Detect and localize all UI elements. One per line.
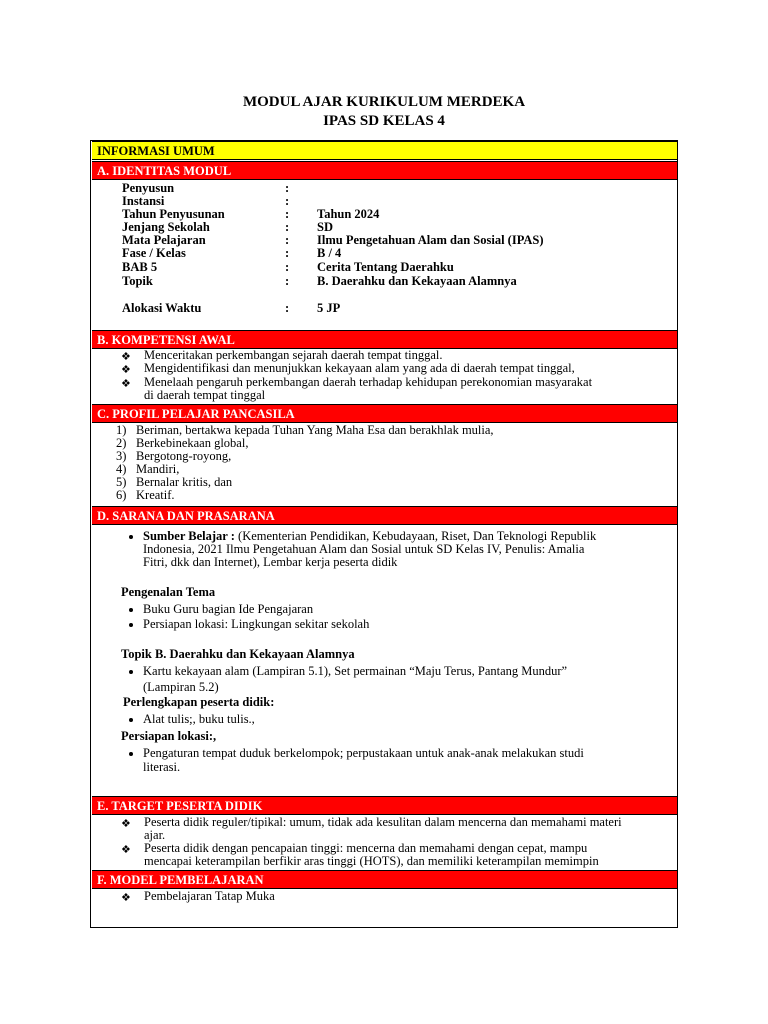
section-informasi-umum: INFORMASI UMUM	[92, 141, 677, 160]
list-item-cont: (Lampiran 5.2)	[143, 680, 219, 694]
section-target-peserta: E. TARGET PESERTA DIDIK	[92, 796, 677, 815]
section-model-pembelajaran: F. MODEL PEMBELAJARAN	[92, 870, 677, 889]
identitas-value: 5 JP	[317, 301, 341, 315]
bullet-dot-icon	[129, 535, 133, 539]
section-identitas-modul: A. IDENTITAS MODUL	[92, 161, 677, 180]
identitas-label: Jenjang Sekolah	[122, 220, 210, 234]
page-title: MODUL AJAR KURIKULUM MERDEKA	[242, 94, 526, 110]
identitas-colon: :	[285, 207, 290, 221]
kompetensi-item: Mengidentifikasi dan menunjukkan kekayaan alam yang ada di daerah tempat tinggal,	[144, 361, 575, 375]
list-item: Persiapan lokasi: Lingkungan sekitar sekolah	[143, 617, 370, 631]
sumber-belajar-text: Fitri, dkk dan Internet), Lembar kerja peserta didik	[143, 555, 398, 569]
section-kompetensi-awal: B. KOMPETENSI AWAL	[92, 330, 677, 349]
identitas-value: B. Daerahku dan Kekayaan Alamnya	[317, 274, 517, 288]
identitas-label: Fase / Kelas	[122, 246, 186, 260]
target-item: Peserta didik dengan pencapaian tinggi: mencerna dan memahami dengan cepat, mampu	[144, 841, 588, 855]
section-profil-pelajar: C. PROFIL PELAJAR PANCASILA	[92, 404, 677, 423]
list-number: 1)	[116, 423, 127, 437]
pengenalan-tema-heading: Pengenalan Tema	[121, 585, 216, 599]
model-item: Pembelajaran Tatap Muka	[144, 889, 275, 903]
identitas-colon: :	[285, 233, 290, 247]
list-item: Pengaturan tempat duduk berkelompok; perpustakaan untuk anak-anak melakukan studi	[143, 746, 584, 760]
kompetensi-item: Menceritakan perkembangan sejarah daerah tempat tinggal.	[144, 348, 443, 362]
perlengkapan-heading: Perlengkapan peserta didik:	[123, 695, 275, 709]
list-item: Kreatif.	[136, 488, 175, 502]
bullet-dot-icon	[129, 752, 133, 756]
bullet-dot-icon	[129, 623, 133, 627]
sumber-belajar-label: Sumber Belajar :	[143, 529, 235, 543]
diamond-bullet-icon: ❖	[121, 892, 131, 904]
identitas-label: Instansi	[122, 194, 165, 208]
page-subtitle: IPAS SD KELAS 4	[323, 113, 445, 129]
list-number: 5)	[116, 475, 127, 489]
list-item: Kartu kekayaan alam (Lampiran 5.1), Set permainan “Maju Terus, Pantang Mundur”	[143, 664, 568, 678]
bullet-dot-icon	[129, 670, 133, 674]
kompetensi-item: Menelaah pengaruh perkembangan daerah terhadap kehidupan perekonomian masyarakat	[144, 375, 593, 389]
diamond-bullet-icon: ❖	[121, 844, 131, 856]
identitas-label: Penyusun	[122, 181, 175, 195]
list-item: Bergotong-royong,	[136, 449, 232, 463]
sumber-belajar-text: Indonesia, 2021 Ilmu Pengetahuan Alam dan Sosial untuk SD Kelas IV, Penulis: Amalia	[143, 542, 585, 556]
identitas-colon: :	[285, 260, 290, 274]
identitas-value: B / 4	[317, 246, 342, 260]
sumber-belajar-text: (Kementerian Pendidikan, Kebudayaan, Riset, Dan Teknologi Republik	[234, 529, 597, 543]
target-item-cont: mencapai keterampilan berfikir aras tinggi (HOTS), dan memiliki keterampilan memimpin	[144, 854, 599, 868]
diamond-bullet-icon: ❖	[121, 378, 131, 390]
list-item: Bernalar kritis, dan	[136, 475, 233, 489]
list-item: Beriman, bertakwa kepada Tuhan Yang Maha Esa dan berakhlak mulia,	[136, 423, 494, 437]
list-item: Mandiri,	[136, 462, 180, 476]
identitas-colon: :	[285, 194, 290, 208]
identitas-value: SD	[317, 220, 333, 234]
identitas-label: Mata Pelajaran	[122, 233, 206, 247]
identitas-colon: :	[285, 274, 290, 288]
bullet-dot-icon	[129, 608, 133, 612]
kompetensi-item-cont: di daerah tempat tinggal	[144, 388, 266, 402]
list-item: Buku Guru bagian Ide Pengajaran	[143, 602, 314, 616]
topik-heading: Topik B. Daerahku dan Kekayaan Alamnya	[121, 647, 355, 661]
list-item-cont: literasi.	[143, 760, 181, 774]
persiapan-heading: Persiapan lokasi:,	[121, 729, 217, 743]
target-item: Peserta didik reguler/tipikal: umum, tidak ada kesulitan dalam mencerna dan memahami materi	[144, 815, 622, 829]
identitas-label: Topik	[122, 274, 153, 288]
list-number: 2)	[116, 436, 127, 450]
identitas-value: Tahun 2024	[317, 207, 380, 221]
list-number: 6)	[116, 488, 127, 502]
bullet-dot-icon	[129, 718, 133, 722]
list-number: 4)	[116, 462, 127, 476]
identitas-colon: :	[285, 246, 290, 260]
identitas-label: Tahun Penyusunan	[122, 207, 225, 221]
list-item: Alat tulis;, buku tulis.,	[143, 712, 255, 726]
identitas-value: Ilmu Pengetahuan Alam dan Sosial (IPAS)	[317, 233, 544, 247]
diamond-bullet-icon: ❖	[121, 818, 131, 830]
identitas-label: BAB 5	[122, 260, 158, 274]
identitas-value: Cerita Tentang Daerahku	[317, 260, 454, 274]
identitas-colon: :	[285, 220, 290, 234]
section-sarana-prasarana: D. SARANA DAN PRASARANA	[92, 506, 677, 525]
diamond-bullet-icon: ❖	[121, 351, 131, 363]
list-number: 3)	[116, 449, 127, 463]
identitas-label: Alokasi Waktu	[122, 301, 202, 315]
diamond-bullet-icon: ❖	[121, 364, 131, 376]
identitas-colon: :	[285, 301, 290, 315]
identitas-colon: :	[285, 181, 290, 195]
target-item-cont: ajar.	[144, 828, 166, 842]
list-item: Berkebinekaan global,	[136, 436, 249, 450]
